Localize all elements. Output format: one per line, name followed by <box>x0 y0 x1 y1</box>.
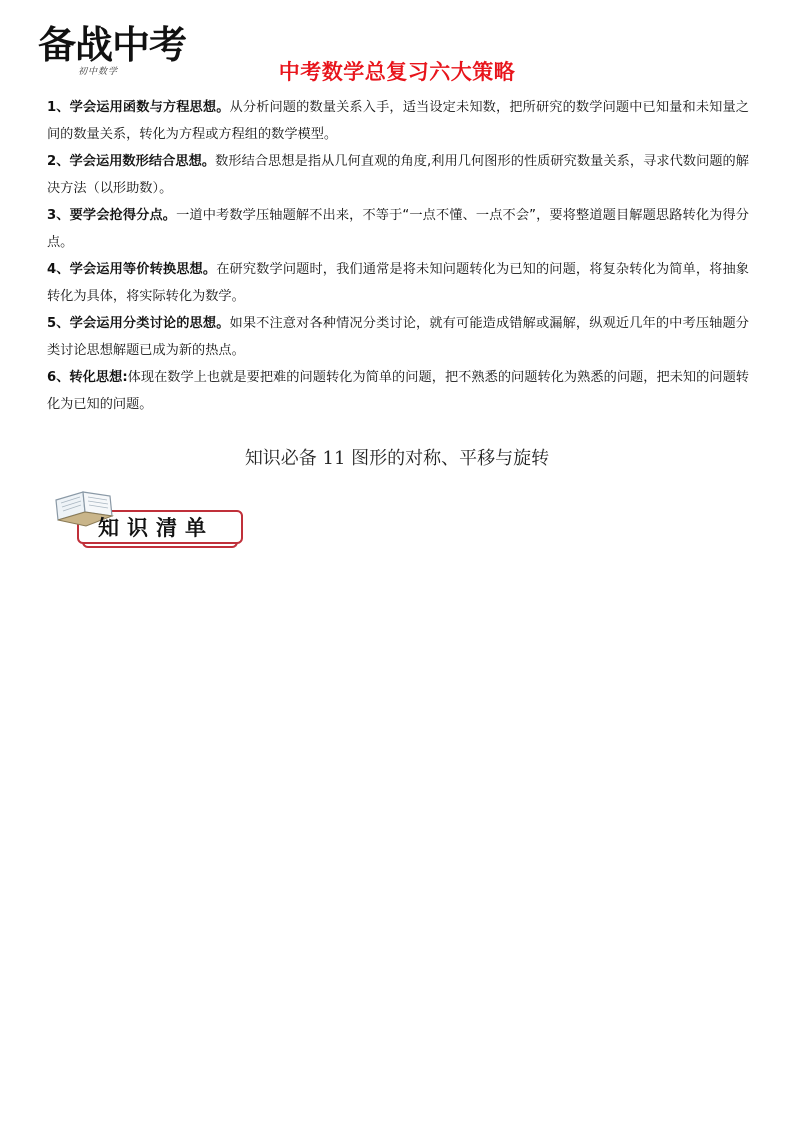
section-title: 知识必备 11 图形的对称、平移与旋转 <box>244 448 550 469</box>
strategy-heading: 6、转化思想: <box>47 370 128 385</box>
strategy-body: 数形结合思想是指从几何直观的角度,利用几何图形的性质研究数量关系，寻求代数问题的解决方法（以形助数）。 <box>47 154 749 196</box>
logo-subtext: 初中数学 <box>78 67 119 77</box>
strategy-body: 一道中考数学压轴题解不出来，不等于“一点不懂、一点不会”，要将整道题目解题思路转化为得分点。 <box>47 208 749 250</box>
knowledge-list-banner <box>50 486 250 550</box>
strategy-item <box>47 94 749 148</box>
strategy-heading: 1、学会运用函数与方程思想。 <box>47 100 230 115</box>
strategy-list <box>47 94 749 418</box>
strategy-heading: 4、学会运用等价转换思想。 <box>47 262 217 277</box>
strategy-heading: 3、要学会抢得分点。 <box>47 208 177 223</box>
banner-label: 知识清单 <box>98 516 214 540</box>
strategy-body: 从分析问题的数量关系入手，适当设定未知数，把所研究的数学问题中已知量和未知量之间的数量关系，转化为方程或方程组的数学模型。 <box>47 100 749 142</box>
logo-text: 备战中考 <box>38 23 187 67</box>
strategy-item <box>47 148 749 202</box>
strategy-heading: 5、学会运用分类讨论的思想。 <box>47 316 230 331</box>
strategy-heading: 2、学会运用数形结合思想。 <box>47 154 216 169</box>
strategy-item <box>47 364 749 418</box>
strategy-item <box>47 310 749 364</box>
page-title: 中考数学总复习六大策略 <box>278 60 516 84</box>
strategy-body: 在研究数学问题时，我们通常是将未知问题转化为已知的问题，将复杂转化为简单，将抽象转化为具体，将实际转化为数学。 <box>47 262 749 304</box>
strategy-item <box>47 256 749 310</box>
strategy-item <box>47 202 749 256</box>
strategy-body: 体现在数学上也就是要把难的问题转化为简单的问题，把不熟悉的问题转化为熟悉的问题，把未知的问题转化为已知的问题。 <box>47 370 749 412</box>
strategy-body: 如果不注意对各种情况分类讨论，就有可能造成错解或漏解，纵观近几年的中考压轴题分类讨论思想解题已成为新的热点。 <box>47 316 749 358</box>
